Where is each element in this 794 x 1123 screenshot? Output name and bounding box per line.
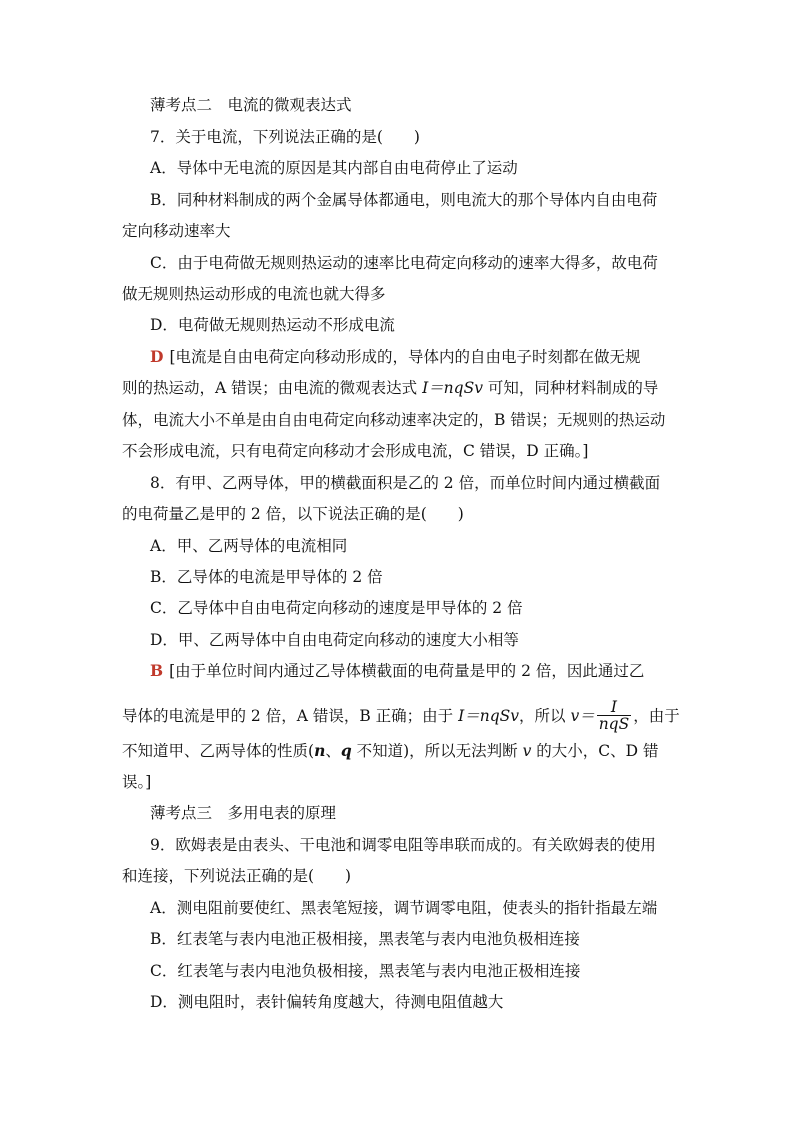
question-7-option-c: C．由于电荷做无规则热运动的速率比电荷定向移动的速率大得多，故电荷 — [150, 254, 658, 272]
question-8-explanation-cont: 导体的电流是甲的 2 倍，A 错误，B 正确；由于 I＝nqSv，所以 v＝ $\frac{I}{\text{nqS}}$ ，由于 — [122, 697, 680, 733]
fraction-numerator: I — [610, 697, 618, 716]
question-7-option-a: A．导体中无电流的原因是其内部自由电荷停止了运动 — [150, 159, 518, 177]
question-8-option-d: D．甲、乙两导体中自由电荷定向移动的速度大小相等 — [150, 631, 519, 649]
section-header: 薄考点三 多用电表的原理 — [150, 804, 337, 822]
question-7-explanation: D [电流是自由电荷定向移动形成的，导体内的自由电子时刻都在做无规 — [150, 347, 641, 366]
question-8-explanation-cont: 不知道甲、乙两导体的性质(n、q 不知道)，所以无法判断 v 的大小，C、D 错 — [122, 741, 659, 760]
question-7-option-c-cont: 做无规则热运动形成的电流也就大得多 — [122, 285, 386, 303]
question-8-stem: 8．有甲、乙两导体，甲的横截面积是乙的 2 倍，而单位时间内通过横截面 — [150, 474, 661, 492]
question-9-option-a: A．测电阻前要使红、黑表笔短接，调节调零电阻，使表头的指针指最左端 — [150, 899, 658, 917]
question-7-option-b-cont: 定向移动速率大 — [122, 222, 231, 240]
question-7-explanation-cont: 不会形成电流，只有电荷定向移动才会形成电流，C 错误，D 正确。] — [122, 442, 589, 460]
answer-letter: B — [150, 661, 164, 680]
question-8-stem-cont: 的电荷量乙是甲的 2 倍，以下说法正确的是( ) — [122, 505, 464, 523]
question-9-option-d: D．测电阻时，表针偏转角度越大，待测电阻值越大 — [150, 993, 504, 1011]
question-7-option-b: B．同种材料制成的两个金属导体都通电，则电流大的那个导体内自由电荷 — [150, 191, 658, 209]
answer-letter: D — [150, 347, 164, 366]
question-8-explanation: B [由于单位时间内通过乙导体横截面的电荷量是甲的 2 倍，因此通过乙 — [150, 661, 645, 680]
question-7-explanation-cont: 体，电流大小不单是由自由电荷定向移动速率决定的，B 错误；无规则的热运动 — [122, 411, 666, 429]
fraction-denominator: nqS — [598, 714, 630, 733]
velocity-fraction — [597, 699, 632, 732]
question-8-option-b: B．乙导体的电流是甲导体的 2 倍 — [150, 568, 383, 586]
question-7-explanation-cont: 则的热运动，A 错误；由电流的微观表达式 I＝nqSv 可知，同种材料制成的导 — [122, 379, 659, 397]
question-9-option-c: C．红表笔与表内电池负极相接，黑表笔与表内电池正极相连接 — [150, 962, 581, 980]
formula: I＝nqSv — [458, 707, 519, 725]
question-8-explanation-cont: 误。] — [122, 773, 152, 791]
question-9-stem-cont: 和连接，下列说法正确的是( ) — [122, 867, 352, 885]
formula: I＝nqSv — [422, 379, 483, 397]
question-9-stem: 9．欧姆表是由表头、干电池和调零电阻等串联而成的。有关欧姆表的使用 — [150, 836, 656, 854]
section-header: 薄考点二 电流的微观表达式 — [150, 96, 352, 114]
question-9-option-b: B．红表笔与表内电池正极相接，黑表笔与表内电池负极相连接 — [150, 930, 580, 948]
question-8-option-c: C．乙导体中自由电荷定向移动的速度是甲导体的 2 倍 — [150, 599, 523, 617]
question-8-option-a: A．甲、乙两导体的电流相同 — [150, 537, 348, 555]
question-7-stem: 7．关于电流，下列说法正确的是( ) — [150, 128, 420, 146]
question-7-option-d: D．电荷做无规则热运动不形成电流 — [150, 316, 395, 334]
